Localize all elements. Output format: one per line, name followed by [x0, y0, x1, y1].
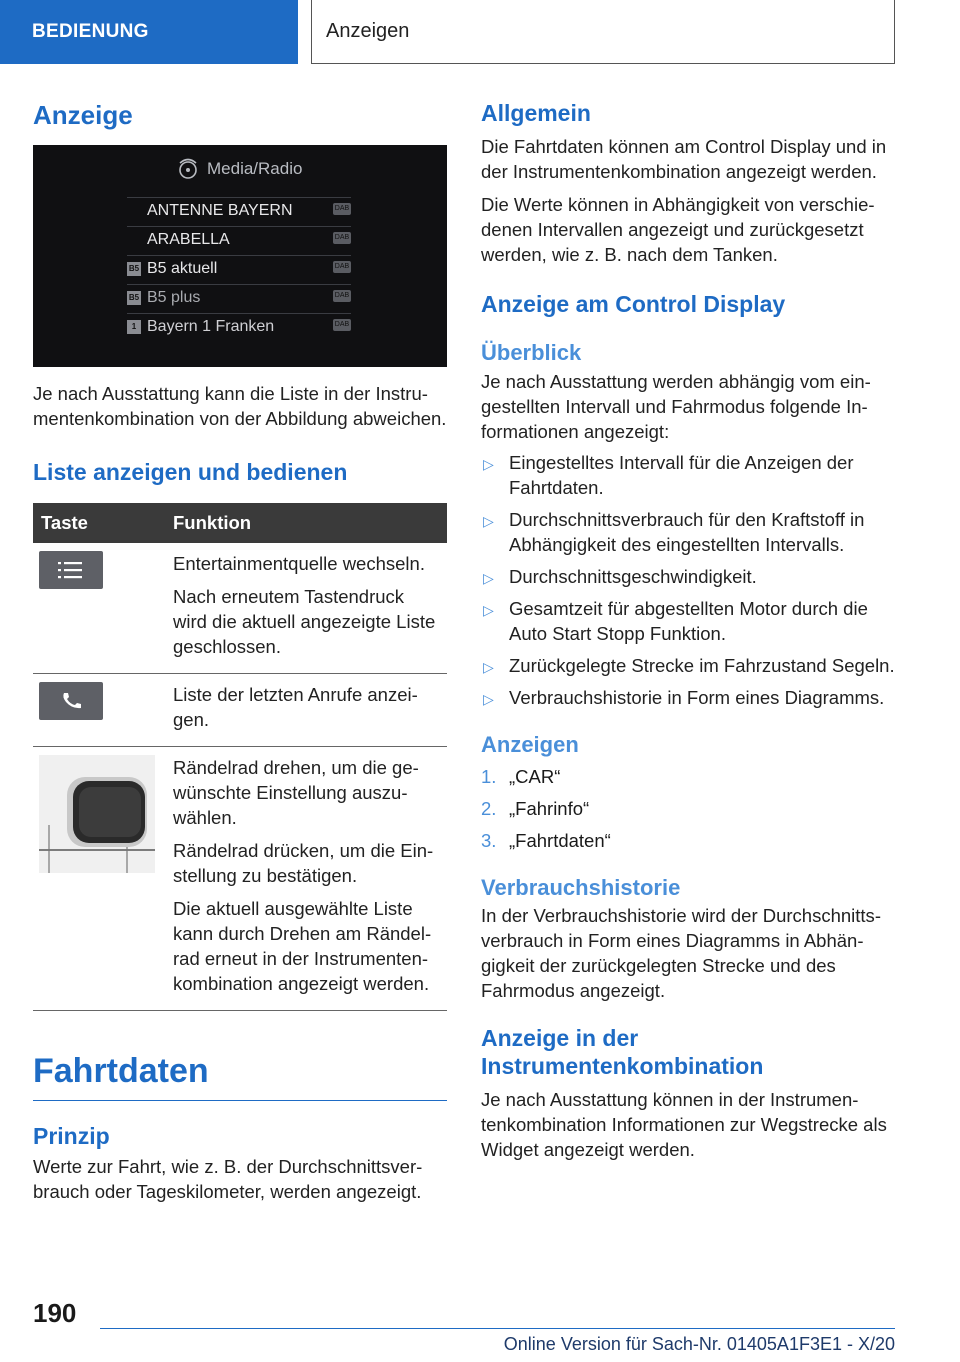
- triangle-bullet-icon: ▷: [483, 601, 494, 618]
- station-row: [127, 226, 351, 253]
- function-text: Die aktuell ausgewählte Liste kann durch Drehen am Rändelrad erneut in der Instrumentenkombination angezeigt werden.: [173, 897, 432, 994]
- function-cell: [165, 543, 447, 674]
- media-radio-screen: [33, 145, 447, 367]
- thumbwheel-icon: [39, 755, 155, 873]
- page-number: 190: [33, 1298, 77, 1328]
- station-name: B5 aktuell: [147, 260, 218, 278]
- section-rule: [33, 1100, 447, 1101]
- heading-liste: Liste anzeigen und bedienen: [33, 459, 348, 486]
- triangle-bullet-icon: ▷: [483, 569, 494, 586]
- step-item: [481, 764, 901, 789]
- heading-fahrtdaten: Fahrtdaten: [33, 1051, 209, 1090]
- dab-badge: DAB: [333, 290, 351, 302]
- station-logo: 1: [127, 320, 141, 334]
- right-column: [481, 100, 901, 1162]
- heading-prinzip: Prinzip: [33, 1122, 110, 1149]
- station-name: ARABELLA: [147, 231, 230, 249]
- list-item-text: Gesamtzeit für abgestellten Motor durch die Auto Start Stopp Funktion.: [509, 597, 868, 644]
- key-cell: [33, 543, 165, 674]
- table-header-row: [33, 503, 447, 543]
- section-label: BEDIENUNG: [32, 21, 149, 42]
- station-name: B5 plus: [147, 289, 201, 307]
- triangle-bullet-icon: ▷: [483, 455, 494, 472]
- heading-line-2: Instrumentenkombination: [481, 1052, 764, 1079]
- station-name: ANTENNE BAYERN: [147, 202, 293, 220]
- function-text: Liste der letzten Anrufe anzeigen.: [173, 683, 418, 730]
- triangle-bullet-icon: ▷: [483, 512, 494, 529]
- function-cell: [165, 673, 447, 746]
- key-cell: [33, 673, 165, 746]
- step-number: 3.: [481, 829, 497, 851]
- footer-rule: [100, 1328, 895, 1329]
- station-row: [127, 197, 351, 224]
- section-tab: [0, 0, 298, 64]
- station-row: [127, 284, 351, 311]
- allgemein-text-1: Die Fahrtdaten können am Control Display und in der Instrumentenkombination angezeigt werden.: [481, 135, 887, 182]
- station-name: Bayern 1 Franken: [147, 318, 275, 336]
- station-row: [127, 313, 351, 340]
- table-row: [33, 543, 447, 674]
- triangle-bullet-icon: ▷: [483, 658, 494, 675]
- table-row: [33, 673, 447, 746]
- heading-instrumentenkombination: [481, 1025, 901, 1080]
- function-cell: [165, 746, 447, 1010]
- footer-online-version: Online Version für Sach-Nr. 01405A1F3E1 - X/20: [503, 1334, 895, 1354]
- screen-title: Media/Radio: [207, 159, 303, 179]
- chapter-label: Anzeigen: [326, 20, 410, 42]
- instrumentenkombination-text: Je nach Ausstattung können in der Instrumentenkombination Informationen zur Wegstrecke als Widget angezeigt werden.: [481, 1088, 887, 1160]
- list-item: [481, 450, 901, 500]
- allgemein-text-2: Die Werte können in Abhängigkeit von verschiedenen Intervallen angezeigt und zurückgesetzt werden, wie z. B. nach dem Tanken.: [481, 193, 875, 265]
- station-logo: B5: [127, 262, 141, 276]
- function-text: Entertainmentquelle wechseln.: [173, 552, 425, 574]
- heading-anzeige: Anzeige: [33, 100, 133, 130]
- prinzip-text: Werte zur Fahrt, wie z. B. der Durchschnittsverbrauch oder Tageskilometer, werden angezeigt.: [33, 1156, 423, 1203]
- step-number: 1.: [481, 765, 497, 787]
- list-item-text: Zurückgelegte Strecke im Fahrzustand Segeln.: [509, 654, 895, 676]
- heading-verbrauchshistorie: Verbrauchshistorie: [481, 874, 681, 900]
- heading-anzeigen: Anzeigen: [481, 731, 579, 757]
- dab-badge: DAB: [333, 232, 351, 244]
- list-item: [481, 507, 901, 557]
- header-funktion: Funktion: [165, 503, 447, 543]
- triangle-bullet-icon: ▷: [483, 690, 494, 707]
- key-cell: [33, 746, 165, 1010]
- steps-list: [481, 764, 901, 853]
- function-table: [33, 503, 447, 1011]
- dab-badge: DAB: [333, 319, 351, 331]
- list-item: [481, 596, 901, 646]
- heading-allgemein: Allgemein: [481, 100, 591, 126]
- list-icon: [39, 551, 103, 589]
- list-item-text: Verbrauchshistorie in Form eines Diagramms.: [509, 686, 885, 708]
- info-list: [481, 450, 901, 710]
- station-row: [127, 255, 351, 282]
- table-row: [33, 746, 447, 1010]
- station-logo: B5: [127, 291, 141, 305]
- step-item: [481, 828, 901, 853]
- list-item: [481, 564, 901, 589]
- verbrauchshistorie-text: In der Verbrauchshistorie wird der Durchschnittsverbrauch in Form eines Diagramms in Abhängigkeit der zurückgelegten Strecke und des Fahrmodus angezeigt.: [481, 905, 881, 1002]
- chapter-tab: [311, 0, 895, 64]
- left-column: [33, 100, 447, 1204]
- step-item: [481, 796, 901, 821]
- ueberblick-text: Je nach Ausstattung werden abhängig vom eingestellten Intervall und Fahrmodus folgende Informationen angezeigt:: [481, 370, 871, 442]
- function-text: Rändelrad drücken, um die Einstellung zu bestätigen.: [173, 839, 434, 886]
- phone-icon: [39, 682, 103, 720]
- media-icon: [175, 157, 201, 181]
- dab-badge: DAB: [333, 203, 351, 215]
- list-item-text: Durchschnittsgeschwindigkeit.: [509, 565, 757, 587]
- step-text: „Fahrinfo“: [509, 797, 590, 819]
- heading-ueberblick: Überblick: [481, 340, 582, 366]
- function-text: Nach erneutem Tastendruck wird die aktuell angezeigte Liste geschlossen.: [173, 585, 436, 657]
- list-item: [481, 653, 901, 678]
- step-text: „CAR“: [509, 765, 561, 787]
- step-number: 2.: [481, 797, 497, 819]
- heading-control-display: Anzeige am Control Display: [481, 290, 786, 317]
- list-item-text: Durchschnittsverbrauch für den Kraftstoff in Abhängigkeit des eingestellten Intervalls.: [509, 508, 865, 555]
- header-taste: Taste: [33, 503, 165, 543]
- screen-note: Je nach Ausstattung kann die Liste in der Instrumentenkombination von der Abbildung abweichen.: [33, 383, 447, 430]
- function-text: Rändelrad drehen, um die gewünschte Einstellung auszuwählen.: [173, 756, 419, 828]
- list-item-text: Eingestelltes Intervall für die Anzeigen der Fahrtdaten.: [509, 451, 854, 498]
- list-item: [481, 685, 901, 710]
- step-text: „Fahrtdaten“: [509, 829, 611, 851]
- heading-line-1: Anzeige in der: [481, 1025, 639, 1052]
- dab-badge: DAB: [333, 261, 351, 273]
